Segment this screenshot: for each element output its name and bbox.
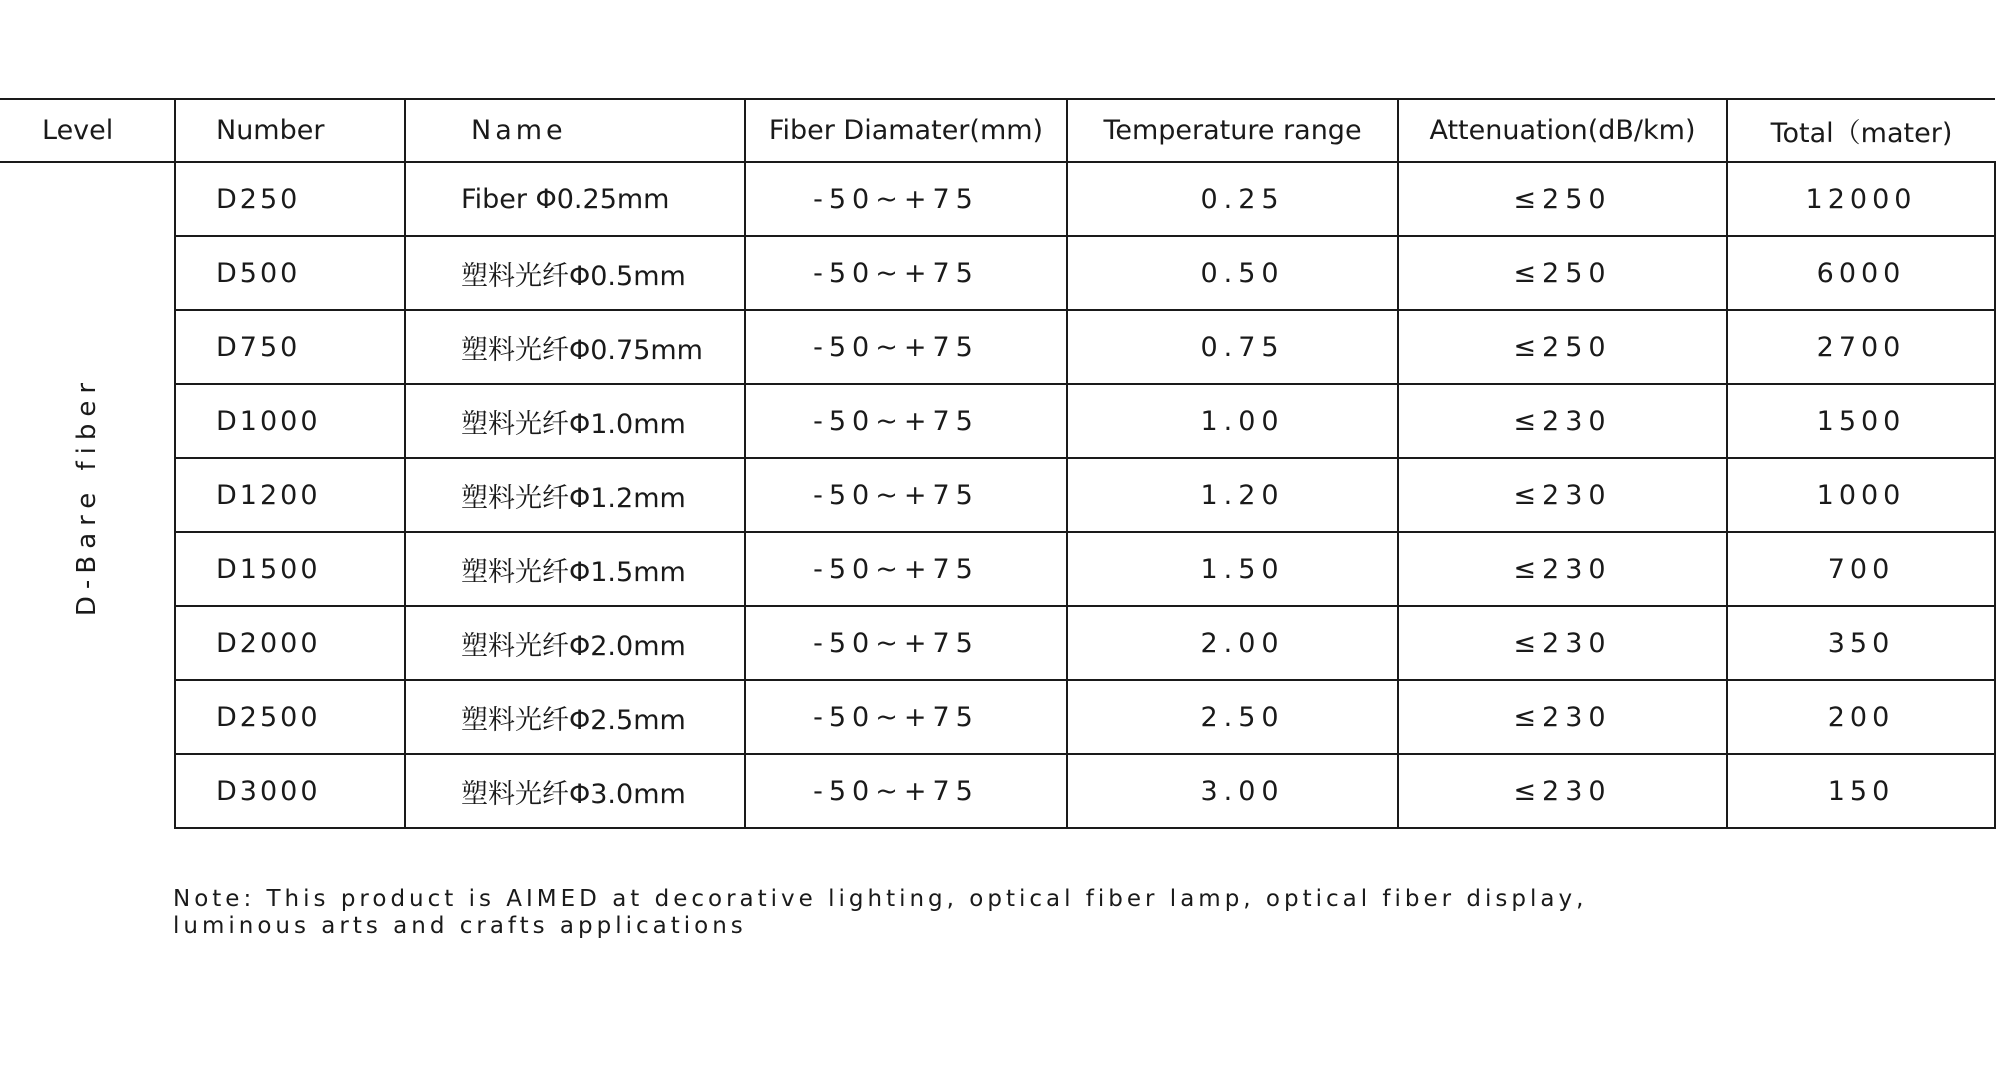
note-line-1: Note: This product is AIMED at decorative lighting, optical fiber lamp, optical fiber display, [173, 886, 1588, 912]
table-row [0, 310, 1995, 384]
cell-number: D1200 [175, 458, 405, 532]
cell-fiber-diameter: -50~+75 [745, 606, 1067, 680]
cell-temperature-range: 0.75 [1067, 310, 1398, 384]
cell-attenuation: ≤230 [1398, 384, 1727, 458]
cell-attenuation: ≤250 [1398, 310, 1727, 384]
table-row [0, 680, 1995, 754]
cell-number: D1500 [175, 532, 405, 606]
cell-total: 12000 [1727, 162, 1995, 236]
cell-total: 350 [1727, 606, 1995, 680]
cell-name: 塑料光纤Φ1.5mm [405, 532, 745, 606]
cell-name: 塑料光纤Φ2.5mm [405, 680, 745, 754]
cell-attenuation: ≤250 [1398, 236, 1727, 310]
level-cell [0, 162, 175, 828]
header-fiber-diameter: Fiber Diamater(mm) [745, 99, 1067, 162]
table-row [0, 754, 1995, 828]
cell-number: D1000 [175, 384, 405, 458]
cell-temperature-range: 0.25 [1067, 162, 1398, 236]
cell-total: 700 [1727, 532, 1995, 606]
cell-fiber-diameter: -50~+75 [745, 236, 1067, 310]
cell-name: 塑料光纤Φ0.75mm [405, 310, 745, 384]
cell-number: D2500 [175, 680, 405, 754]
header-level: Level [0, 99, 175, 162]
table-header-row [0, 99, 1995, 162]
table-row [0, 384, 1995, 458]
cell-name: Fiber Φ0.25mm [405, 162, 745, 236]
level-label: D-Bare fiber [72, 375, 102, 616]
cell-attenuation: ≤230 [1398, 458, 1727, 532]
cell-temperature-range: 1.50 [1067, 532, 1398, 606]
cell-total: 2700 [1727, 310, 1995, 384]
header-name: Name [405, 99, 745, 162]
cell-temperature-range: 3.00 [1067, 754, 1398, 828]
cell-name: 塑料光纤Φ1.2mm [405, 458, 745, 532]
cell-temperature-range: 1.20 [1067, 458, 1398, 532]
cell-number: D3000 [175, 754, 405, 828]
cell-attenuation: ≤230 [1398, 754, 1727, 828]
cell-number: D500 [175, 236, 405, 310]
header-number: Number [175, 99, 405, 162]
cell-attenuation: ≤250 [1398, 162, 1727, 236]
cell-number: D750 [175, 310, 405, 384]
header-total: Total（mater) [1727, 99, 1995, 162]
cell-fiber-diameter: -50~+75 [745, 458, 1067, 532]
cell-fiber-diameter: -50~+75 [745, 310, 1067, 384]
cell-name: 塑料光纤Φ0.5mm [405, 236, 745, 310]
cell-total: 200 [1727, 680, 1995, 754]
cell-attenuation: ≤230 [1398, 532, 1727, 606]
cell-temperature-range: 1.00 [1067, 384, 1398, 458]
cell-temperature-range: 2.50 [1067, 680, 1398, 754]
cell-name: 塑料光纤Φ2.0mm [405, 606, 745, 680]
note-line-2: luminous arts and crafts applications [173, 913, 747, 939]
cell-attenuation: ≤230 [1398, 606, 1727, 680]
cell-fiber-diameter: -50~+75 [745, 680, 1067, 754]
cell-temperature-range: 2.00 [1067, 606, 1398, 680]
cell-total: 150 [1727, 754, 1995, 828]
note [173, 886, 1673, 940]
cell-name: 塑料光纤Φ3.0mm [405, 754, 745, 828]
cell-fiber-diameter: -50~+75 [745, 532, 1067, 606]
cell-temperature-range: 0.50 [1067, 236, 1398, 310]
spec-table [0, 98, 1996, 829]
table-row [0, 532, 1995, 606]
table-body [0, 162, 1995, 828]
cell-total: 6000 [1727, 236, 1995, 310]
header-temperature-range: Temperature range [1067, 99, 1398, 162]
table-row [0, 458, 1995, 532]
cell-attenuation: ≤230 [1398, 680, 1727, 754]
header-attenuation: Attenuation(dB/km) [1398, 99, 1727, 162]
table-row [0, 606, 1995, 680]
cell-total: 1000 [1727, 458, 1995, 532]
cell-total: 1500 [1727, 384, 1995, 458]
table-row [0, 236, 1995, 310]
cell-fiber-diameter: -50~+75 [745, 754, 1067, 828]
cell-number: D250 [175, 162, 405, 236]
cell-number: D2000 [175, 606, 405, 680]
cell-fiber-diameter: -50~+75 [745, 384, 1067, 458]
cell-name: 塑料光纤Φ1.0mm [405, 384, 745, 458]
table-row [0, 162, 1995, 236]
cell-fiber-diameter: -50~+75 [745, 162, 1067, 236]
